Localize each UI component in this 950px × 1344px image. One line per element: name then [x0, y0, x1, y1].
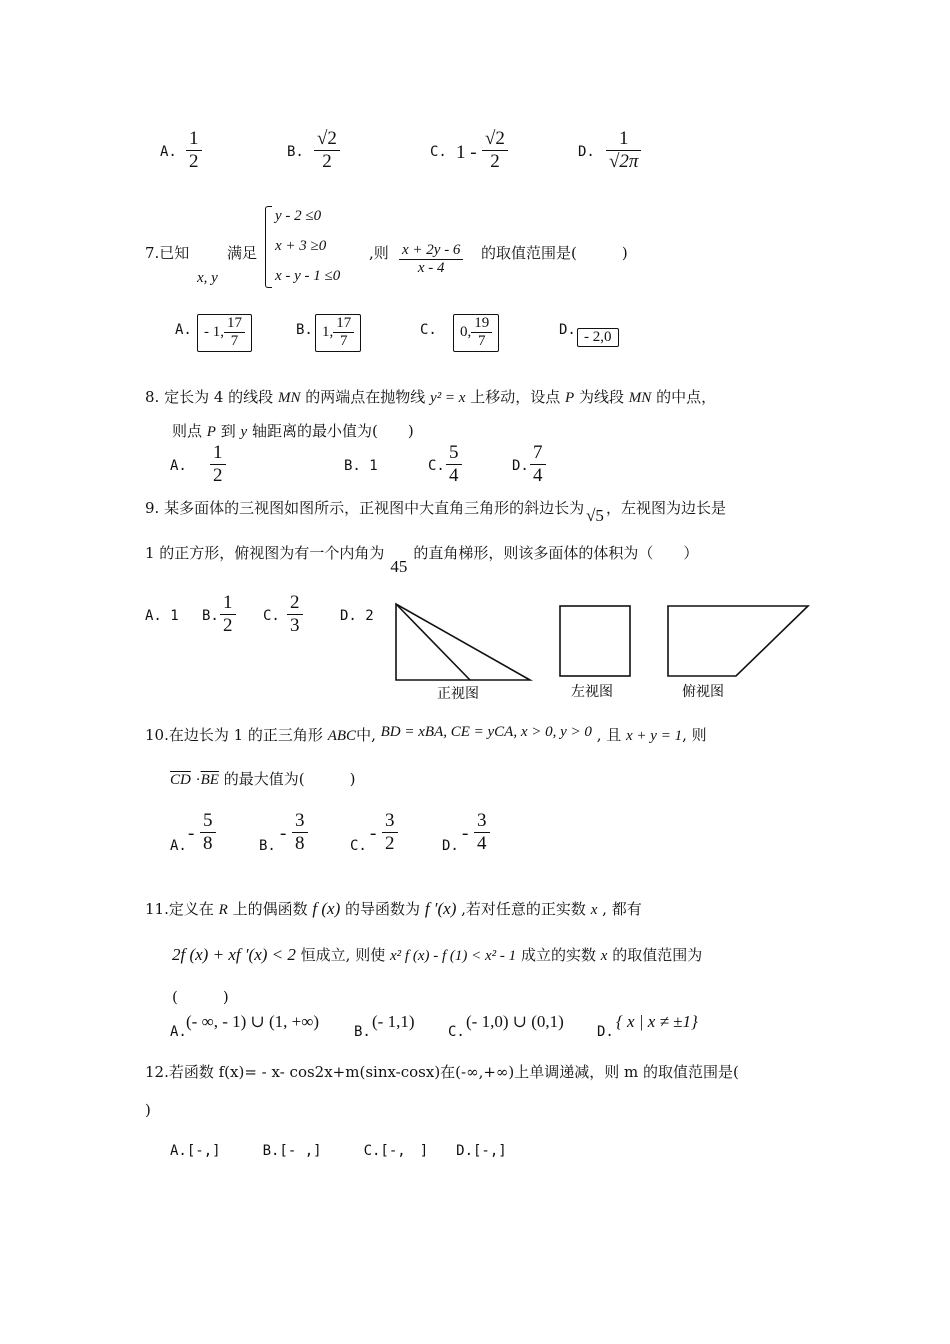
q8-c-num: 5: [446, 442, 462, 465]
q10-text-c: , 且: [596, 726, 622, 744]
q10-d-num: 3: [474, 810, 490, 833]
q11-text-b: 上的偶函数: [232, 900, 308, 918]
q7-a-num: 17: [224, 315, 245, 333]
q11-a-label: A.: [170, 1024, 187, 1040]
q7-a-frac: [224, 315, 245, 351]
q11-c-label: C.: [448, 1024, 465, 1040]
q10-options: [170, 810, 510, 860]
q10-d-label: D.: [442, 838, 459, 854]
q10-text-2: 的最大值为( ): [223, 770, 356, 788]
q8-d-num: 7: [530, 442, 546, 465]
q9-a-text: A. 1: [145, 608, 179, 624]
q9-line2: [145, 542, 699, 576]
q9-c-num: 2: [287, 592, 303, 615]
q7-a-label: A.: [175, 322, 192, 338]
left-view-label: 左视图: [571, 684, 613, 700]
q7-frac-num: x + 2y - 6: [399, 242, 463, 260]
q6-c-den: 2: [490, 150, 500, 172]
q8-c-den: 4: [449, 464, 459, 486]
q8-a-label: A.: [170, 458, 187, 474]
q8-a-frac: [210, 442, 226, 487]
q11-x2: x: [600, 948, 608, 964]
q7-then: ,则: [369, 244, 389, 262]
q7-d-value: - 2,0: [577, 328, 619, 347]
q10-abc: ABC: [327, 728, 357, 744]
q8-text-c: 上移动，设点: [470, 388, 561, 406]
q11-f: f (x): [312, 899, 341, 918]
q7-c-den: 7: [478, 333, 486, 350]
q7-a-body: - 1,: [204, 324, 224, 341]
q11-c-body: (- 1,0) ∪ (0,1): [466, 1012, 564, 1031]
q6-d-label: D.: [578, 144, 595, 160]
q10-line1: [145, 724, 707, 745]
left-view-square: [560, 606, 630, 676]
q7-b-label: B.: [296, 322, 313, 338]
q10-a-minus: -: [188, 823, 195, 844]
q12-options: A.[-,] B.[- ,] C.[-, ] D.[-,]: [170, 1143, 507, 1159]
q11-text-c: 的导函数为: [345, 900, 421, 918]
q8-text-b: 的两端点在抛物线: [305, 388, 426, 406]
q8-a-den: 2: [213, 464, 223, 486]
q12-line2: ): [145, 1101, 151, 1119]
q8-text-a: 8. 定长为 4 的线段: [145, 388, 274, 406]
q9-b-frac: [220, 592, 236, 637]
q9-sqrt5: √5: [586, 506, 604, 525]
q10-dot: ·: [195, 772, 201, 788]
q10-a-num: 5: [200, 810, 216, 833]
front-view-label: 正视图: [437, 686, 479, 702]
q6-a-label: A.: [160, 144, 177, 160]
q9-three-views-figure: [390, 598, 815, 708]
q9-b-label: B.: [202, 608, 219, 624]
q7-c-frac: [471, 315, 492, 351]
q7-a-value: [197, 314, 252, 352]
q6-b-label: B.: [287, 144, 304, 160]
q7-mid: 满足: [227, 244, 258, 262]
q10-text-d: , 则: [682, 726, 707, 744]
q10-text-b: 中,: [356, 726, 376, 744]
q8-d-label: D.: [512, 458, 529, 474]
q10-a-label: A.: [170, 838, 187, 854]
q9-deg: 45: [390, 557, 408, 576]
q8-options: [170, 442, 590, 492]
q6-c-num: √2: [482, 128, 508, 151]
q10-vec1: $\overline{CD}$: [170, 772, 191, 788]
q11-b-label: B.: [354, 1024, 371, 1040]
q8-line2: [172, 420, 414, 441]
q11-R: R: [218, 902, 228, 918]
q11-paren: ( ): [172, 988, 229, 1006]
q6-a-frac: [186, 128, 202, 173]
q7-sys1: y - 2 ≤0: [275, 208, 322, 224]
q8-p2: P: [206, 424, 216, 440]
q11-ineq2: x² f (x) - f (1) < x² - 1: [390, 948, 517, 964]
q6-d-frac: [606, 128, 641, 173]
q7-frac-den: x - 4: [417, 260, 445, 277]
q7-a-den: 7: [230, 333, 239, 350]
q9-d-text: D. 2: [340, 608, 374, 624]
q8-l2-c: 轴距离的最小值为( ): [252, 422, 414, 440]
q10-c-label: C.: [350, 838, 367, 854]
q11-fp: f ′(x): [424, 899, 457, 918]
q7-b-den: 7: [340, 333, 348, 350]
q12-line1: 12.若函数 f(x)= - x- cos2x+m(sinx-cosx)在(-∞,+∞)上单调递减，则 m 的取值范围是(: [145, 1063, 739, 1081]
q10-c-den: 2: [385, 832, 395, 854]
q9-b-den: 2: [223, 614, 233, 636]
q11-a-body: (- ∞, - 1) ∪ (1, +∞): [186, 1012, 320, 1031]
q11-d-body: { x | x ≠ ±1}: [616, 1012, 698, 1031]
q7-c-value: [453, 314, 499, 352]
q9-c-den: 3: [290, 614, 300, 636]
q10-c-num: 3: [382, 810, 398, 833]
q8-a-num: 1: [210, 442, 226, 465]
q9-options: [145, 592, 385, 642]
top-view-label: 俯视图: [682, 684, 724, 700]
q11-text-d: ,若对任意的正实数: [461, 900, 586, 918]
q10-a-den: 8: [203, 832, 213, 854]
q9-text1-end: ，左视图为边长是: [605, 499, 726, 517]
q7-system-brace: [265, 206, 272, 288]
q7-d-label: D.: [559, 322, 576, 338]
q10-d-frac: [474, 810, 490, 855]
q10-text-a: 10.在边长为 1 的正三角形: [145, 726, 323, 744]
q11-text-2b: 恒成立, 则使: [300, 946, 386, 964]
front-view-triangle: [396, 604, 530, 680]
q8-l2-a: 则点: [172, 422, 203, 440]
q10-b-num: 3: [292, 810, 308, 833]
q7-sys2: x + 3 ≥0: [275, 238, 327, 254]
q8-line1: [145, 386, 716, 407]
q11-b-body: (- 1,1): [372, 1012, 415, 1031]
q10-b-minus: -: [280, 823, 287, 844]
q7-c-label: C.: [420, 322, 437, 338]
q10-sum: x + y = 1: [626, 728, 683, 744]
q8-mn1: MN: [277, 390, 301, 406]
q10-b-frac: [292, 810, 308, 855]
q11-line2: [172, 944, 702, 965]
q10-a-frac: [200, 810, 216, 855]
q10-d-den: 4: [477, 832, 487, 854]
q9-text1: 9. 某多面体的三视图如图所示，正视图中大直角三角形的斜边长为: [145, 499, 585, 517]
q8-d-den: 4: [533, 464, 543, 486]
q7-vars: x, y: [197, 270, 218, 286]
q7-b-body: 1,: [322, 324, 334, 341]
q10-cond: BD = xBA, CE = yCA, x > 0, y > 0: [380, 724, 592, 740]
front-view: [396, 604, 530, 680]
q11-options: [170, 1010, 710, 1044]
q9-text2b: 的直角梯形，则该多面体的体积为（ ）: [413, 544, 699, 562]
q11-text-2d: 的取值范围为: [612, 946, 703, 964]
q6-d-den: √2π: [609, 150, 639, 172]
q6-c-pre: 1 -: [456, 142, 477, 163]
q7-b-value: [315, 314, 361, 352]
q10-line2: [170, 768, 355, 789]
q8-c-label: C.: [428, 458, 445, 474]
q7-sys3: x - y - 1 ≤0: [275, 268, 341, 284]
q8-d-frac: [530, 442, 546, 487]
q8-l2-b: 到: [220, 422, 236, 440]
q9-text2a: 1 的正方形，俯视图为有一个内角为: [145, 544, 385, 562]
q7-b-frac: [333, 315, 354, 351]
q10-c-frac: [382, 810, 398, 855]
q10-vec2: $\overline{BE}$: [200, 772, 219, 788]
q8-eq: y² = x: [430, 390, 466, 406]
q6-d-num: 1: [606, 128, 641, 151]
q8-text-d: 为线段: [579, 388, 625, 406]
q7-c-num: 19: [471, 315, 492, 333]
q7-options: [175, 312, 675, 368]
q11-text-e: , 都有: [602, 900, 642, 918]
q10-d-minus: -: [462, 823, 469, 844]
q11-text-a: 11.定义在: [145, 900, 214, 918]
q9-line1: [145, 497, 726, 525]
q6-b-num: √2: [314, 128, 340, 151]
q6-a-num: 1: [186, 128, 202, 151]
q6-a-den: 2: [189, 150, 199, 172]
q6-c-frac: [482, 128, 508, 173]
q9-b-num: 1: [220, 592, 236, 615]
q10-b-den: 8: [295, 832, 305, 854]
q7-stem: [145, 204, 845, 294]
q8-c-frac: [446, 442, 462, 487]
q7-b-num: 17: [333, 315, 354, 333]
q8-mn2: MN: [628, 390, 652, 406]
q9-c-frac: [287, 592, 303, 637]
q11-text-2c: 成立的实数: [520, 946, 596, 964]
front-view-inner-line: [396, 604, 470, 680]
q8-y: y: [240, 424, 248, 440]
q11-line1: [145, 898, 642, 919]
q7-c-body: 0,: [460, 324, 472, 341]
q10-b-label: B.: [259, 838, 276, 854]
q8-text-e: 的中点，: [656, 388, 717, 406]
q8-b-text: B. 1: [344, 458, 378, 474]
q8-p1: P: [565, 390, 575, 406]
q10-c-minus: -: [370, 823, 377, 844]
q9-c-label: C.: [263, 608, 280, 624]
q11-d-label: D.: [597, 1024, 614, 1040]
q6-b-den: 2: [322, 150, 332, 172]
q7-frac: [399, 242, 463, 278]
q6-b-frac: [314, 128, 340, 173]
q7-prefix: 7.已知: [145, 244, 190, 262]
q11-x: x: [590, 902, 598, 918]
q11-ineq: 2f (x) + xf ′(x) < 2: [172, 945, 296, 964]
top-view-trapezoid: [668, 606, 808, 676]
q6-c-label: C.: [430, 144, 447, 160]
q7-suffix: 的取值范围是( ): [481, 244, 628, 262]
